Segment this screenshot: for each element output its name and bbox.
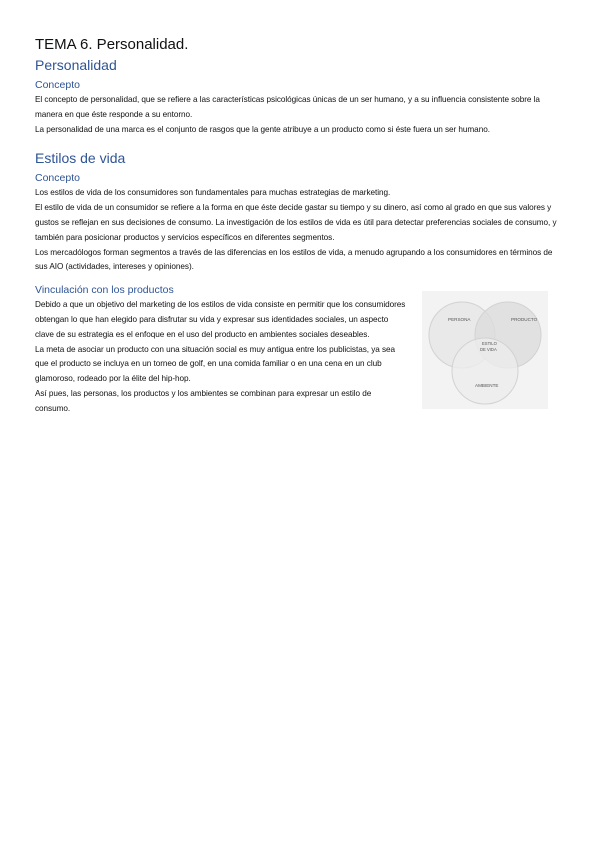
venn-center-label-line2: DE VIDA — [480, 347, 497, 353]
paragraph: Los mercadólogos forman segmentos a través de las diferencias en los estilos de vida, a menudo agrupando a los consumidores en términos de sus AIO (actividades, intereses y opiniones). — [35, 247, 553, 272]
paragraph: La personalidad de una marca es el conjunto de rasgos que la gente atribuye a un producto como si éste fuera un ser humano. — [35, 124, 490, 134]
paragraph: El concepto de personalidad, que se refiere a las características psicológicas únicas de un ser humano, y a su influencia consistente sobre la manera en que éste responde a su entorno. — [35, 95, 540, 119]
venn-label-producto: PRODUCTO — [511, 317, 538, 323]
paragraph: Debido a que un objetivo del marketing de los estilos de vida consiste en permitir que los consumidores obtengan lo que han elegido para disfrutar su vida y expresar sus identidades sociales, un aspecto clave de su estrategia es el enfoque en el uso del producto en ambientes sociales deseables. — [35, 300, 406, 339]
venn-diagram-image — [422, 291, 548, 409]
venn-label-ambiente: AMBIENTE — [475, 383, 499, 389]
section-heading: Estilos de vida — [35, 150, 126, 167]
paragraph: El estilo de vida de un consumidor se refiere a la forma en que éste decide gastar su tiempo y su dinero, así como al grado en que sus valores y gustos se reflejan en sus decisiones de consumo. La investigación de los estilos de vida es útil para detectar preferencias sociales de consumo, y también para posicionar productos y servicios específicos en diferentes segmentos. — [35, 203, 557, 242]
paragraph: Así pues, las personas, los productos y los ambientes se combinan para expresar un estilo de consumo. — [35, 388, 372, 413]
document-title: TEMA 6. Personalidad. — [35, 36, 189, 53]
venn-center-label-line1: ESTILO — [482, 341, 497, 347]
vinculacion-text — [35, 298, 407, 416]
section-vinculacion — [35, 283, 565, 416]
venn-diagram — [422, 291, 548, 409]
section-personalidad — [35, 56, 565, 137]
section-subheading: Vinculación con los productos — [35, 284, 174, 297]
section-subheading: Concepto — [35, 79, 80, 91]
section-heading: Personalidad — [35, 57, 117, 73]
paragraph: La meta de asociar un producto con una situación social es muy antigua entre los publicistas, ya sea que el producto se incluya en un torneo de golf, en una comida familiar o en una cena en un club glamoroso, rodeado por la élite del hip-hop. — [35, 344, 396, 384]
paragraph: Los estilos de vida de los consumidores son fundamentales para muchas estrategias de marketing. — [35, 188, 391, 198]
document-page — [35, 36, 565, 417]
section-estilos-de-vida — [35, 149, 565, 275]
venn-label-persona: PERSONA — [448, 317, 471, 323]
section-subheading: Concepto — [35, 172, 80, 185]
